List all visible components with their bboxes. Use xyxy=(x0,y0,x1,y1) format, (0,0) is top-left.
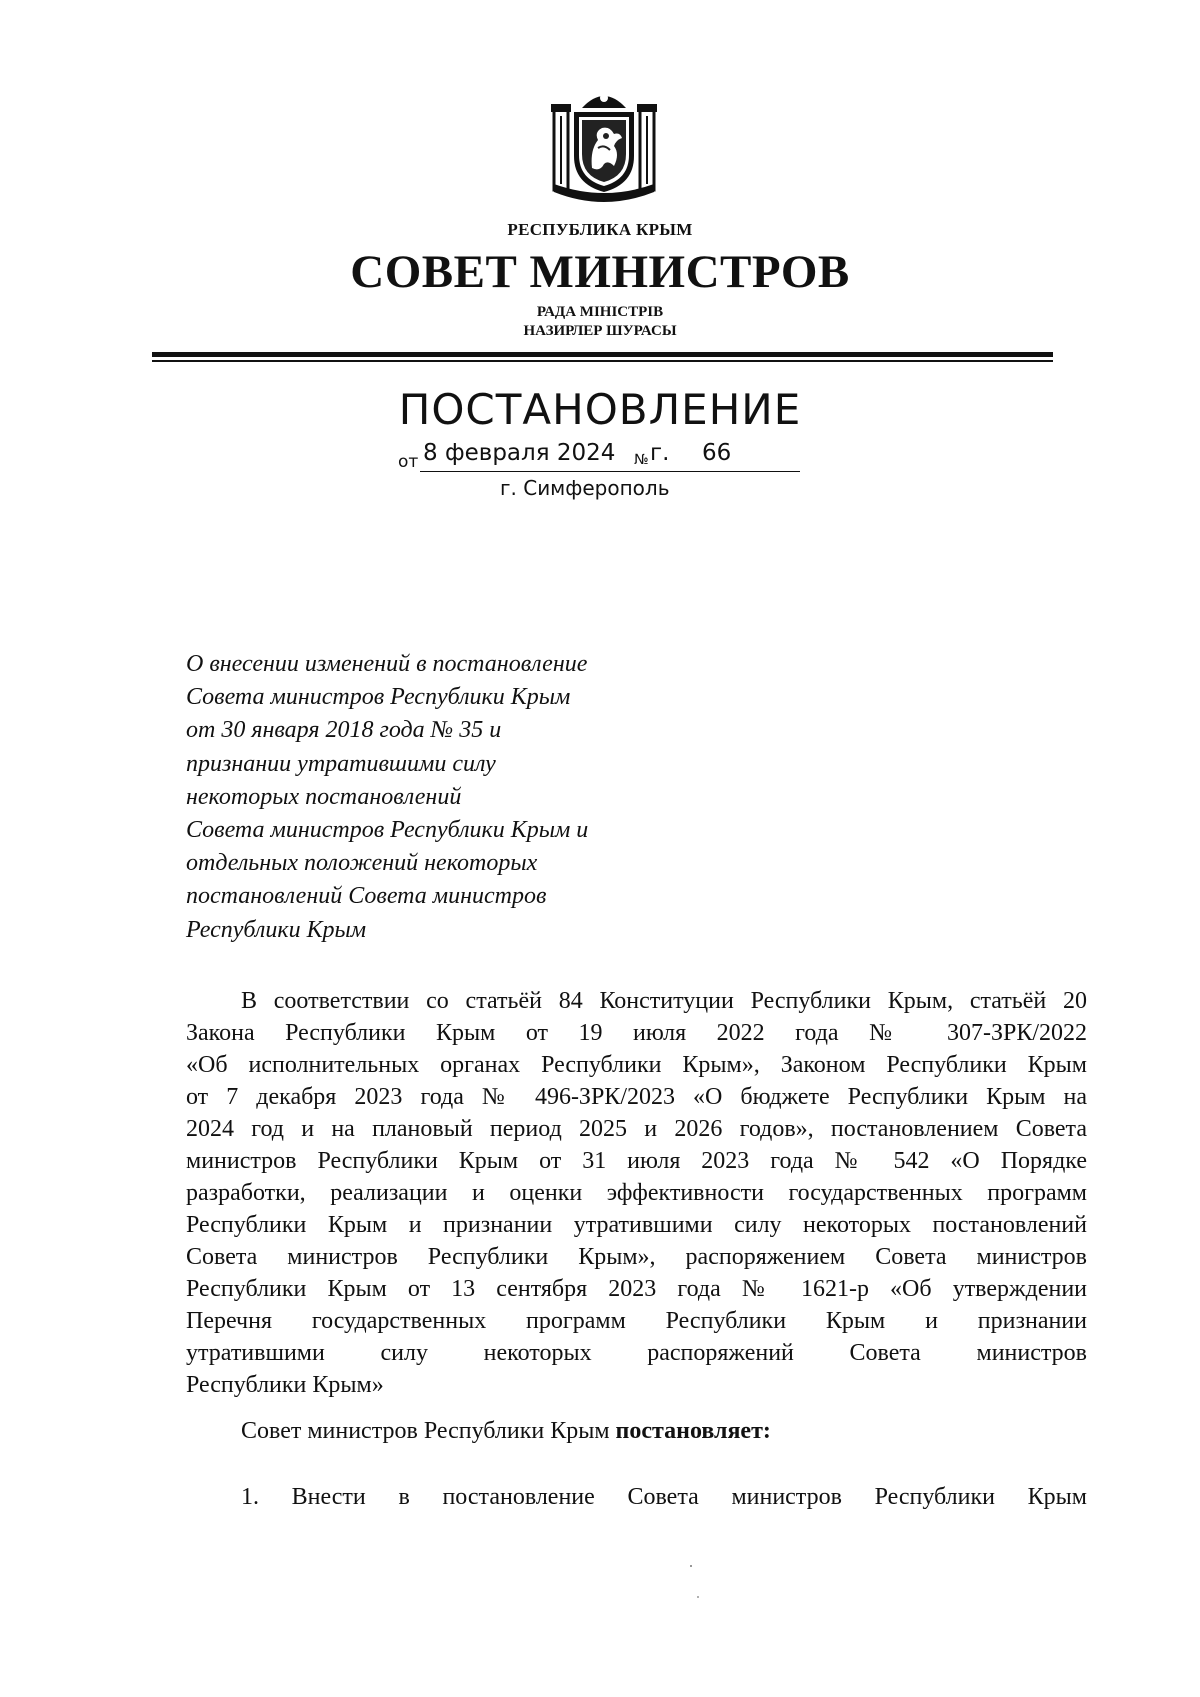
preamble-line: министров Республики Крым от 31 июля 2023 года № 542 «О Порядке xyxy=(186,1148,1087,1174)
resolution-item: 1. Внести в постановление Совета министров Республики Крым xyxy=(241,1484,1087,1510)
council-title: СОВЕТ МИНИСТРОВ xyxy=(350,246,850,298)
preamble-line: разработки, реализации и оценки эффективности государственных программ xyxy=(186,1180,1087,1206)
document-number: 66 xyxy=(702,440,732,466)
scan-speck xyxy=(690,1565,692,1567)
subject-line: отдельных положений некоторых xyxy=(186,850,538,877)
subject-line: постановлений Совета министров xyxy=(186,883,547,910)
issue-city: г. Симферополь xyxy=(500,476,670,500)
resolution-statement xyxy=(241,1418,771,1445)
preamble-line: от 7 декабря 2023 года № 496-ЗРК/2023 «О бюджете Республики Крым на xyxy=(186,1084,1087,1110)
preamble-line: Республики Крым от 13 сентября 2023 года № 1621-р «Об утверждении xyxy=(186,1276,1087,1302)
subject-line: О внесении изменений в постановление xyxy=(186,651,588,677)
subject-line: признании утратившими силу xyxy=(186,750,496,777)
subject-line: Совета министров Республики Крым xyxy=(186,684,571,711)
document-type: ПОСТАНОВЛЕНИЕ xyxy=(398,385,802,434)
crimea-coat-of-arms-icon xyxy=(548,88,660,206)
subject-line: некоторых постановлений xyxy=(186,783,462,810)
year-suffix: г. xyxy=(650,440,670,466)
date-prefix: от xyxy=(398,452,419,472)
republic-name: РЕСПУБЛИКА КРЫМ xyxy=(507,220,693,239)
council-title-crimean-tatar: НАЗИРЛЕР ШУРАСЫ xyxy=(523,323,677,339)
date-number-line xyxy=(398,440,808,472)
preamble-line: утратившими силу некоторых распоряжений Совета министров xyxy=(186,1340,1087,1366)
date-underline xyxy=(420,471,800,472)
subject-line: Республики Крым xyxy=(186,916,367,943)
subject-line: от 30 января 2018 года № 35 и xyxy=(186,717,502,744)
resolution-verb: постановляет: xyxy=(615,1418,771,1444)
preamble-line: Перечня государственных программ Республики Крым и признании xyxy=(186,1308,1087,1334)
subject-line: Совета министров Республики Крым и xyxy=(186,817,589,844)
preamble-line: «Об исполнительных органах Республики Крым», Законом Республики Крым xyxy=(186,1052,1087,1078)
number-prefix: № xyxy=(634,452,649,468)
preamble-line: 2024 год и на плановый период 2025 и 2026 годов», постановлением Совета xyxy=(186,1116,1087,1142)
preamble-line: В соответствии со статьёй 84 Конституции Республики Крым, статьёй 20 xyxy=(241,988,1087,1014)
header-divider-thick xyxy=(152,352,1053,357)
document-subject xyxy=(186,648,746,947)
resolution-subject: Совет министров Республики Крым xyxy=(241,1418,616,1444)
header-divider-thin xyxy=(152,360,1053,362)
scan-speck xyxy=(697,1596,699,1598)
council-title-ukrainian: РАДА МІНІСТРІВ xyxy=(536,304,664,320)
preamble-line: Закона Республики Крым от 19 июля 2022 года № 307-ЗРК/2022 xyxy=(186,1020,1087,1046)
preamble-line: Совета министров Республики Крым», распоряжением Совета министров xyxy=(186,1244,1087,1270)
document-date: 8 февраля 2024 xyxy=(423,440,616,466)
preamble-line: Республики Крым» xyxy=(186,1372,384,1398)
preamble-paragraph xyxy=(186,985,1087,1401)
preamble-line: Республики Крым и признании утратившими силу некоторых постановлений xyxy=(186,1212,1087,1238)
